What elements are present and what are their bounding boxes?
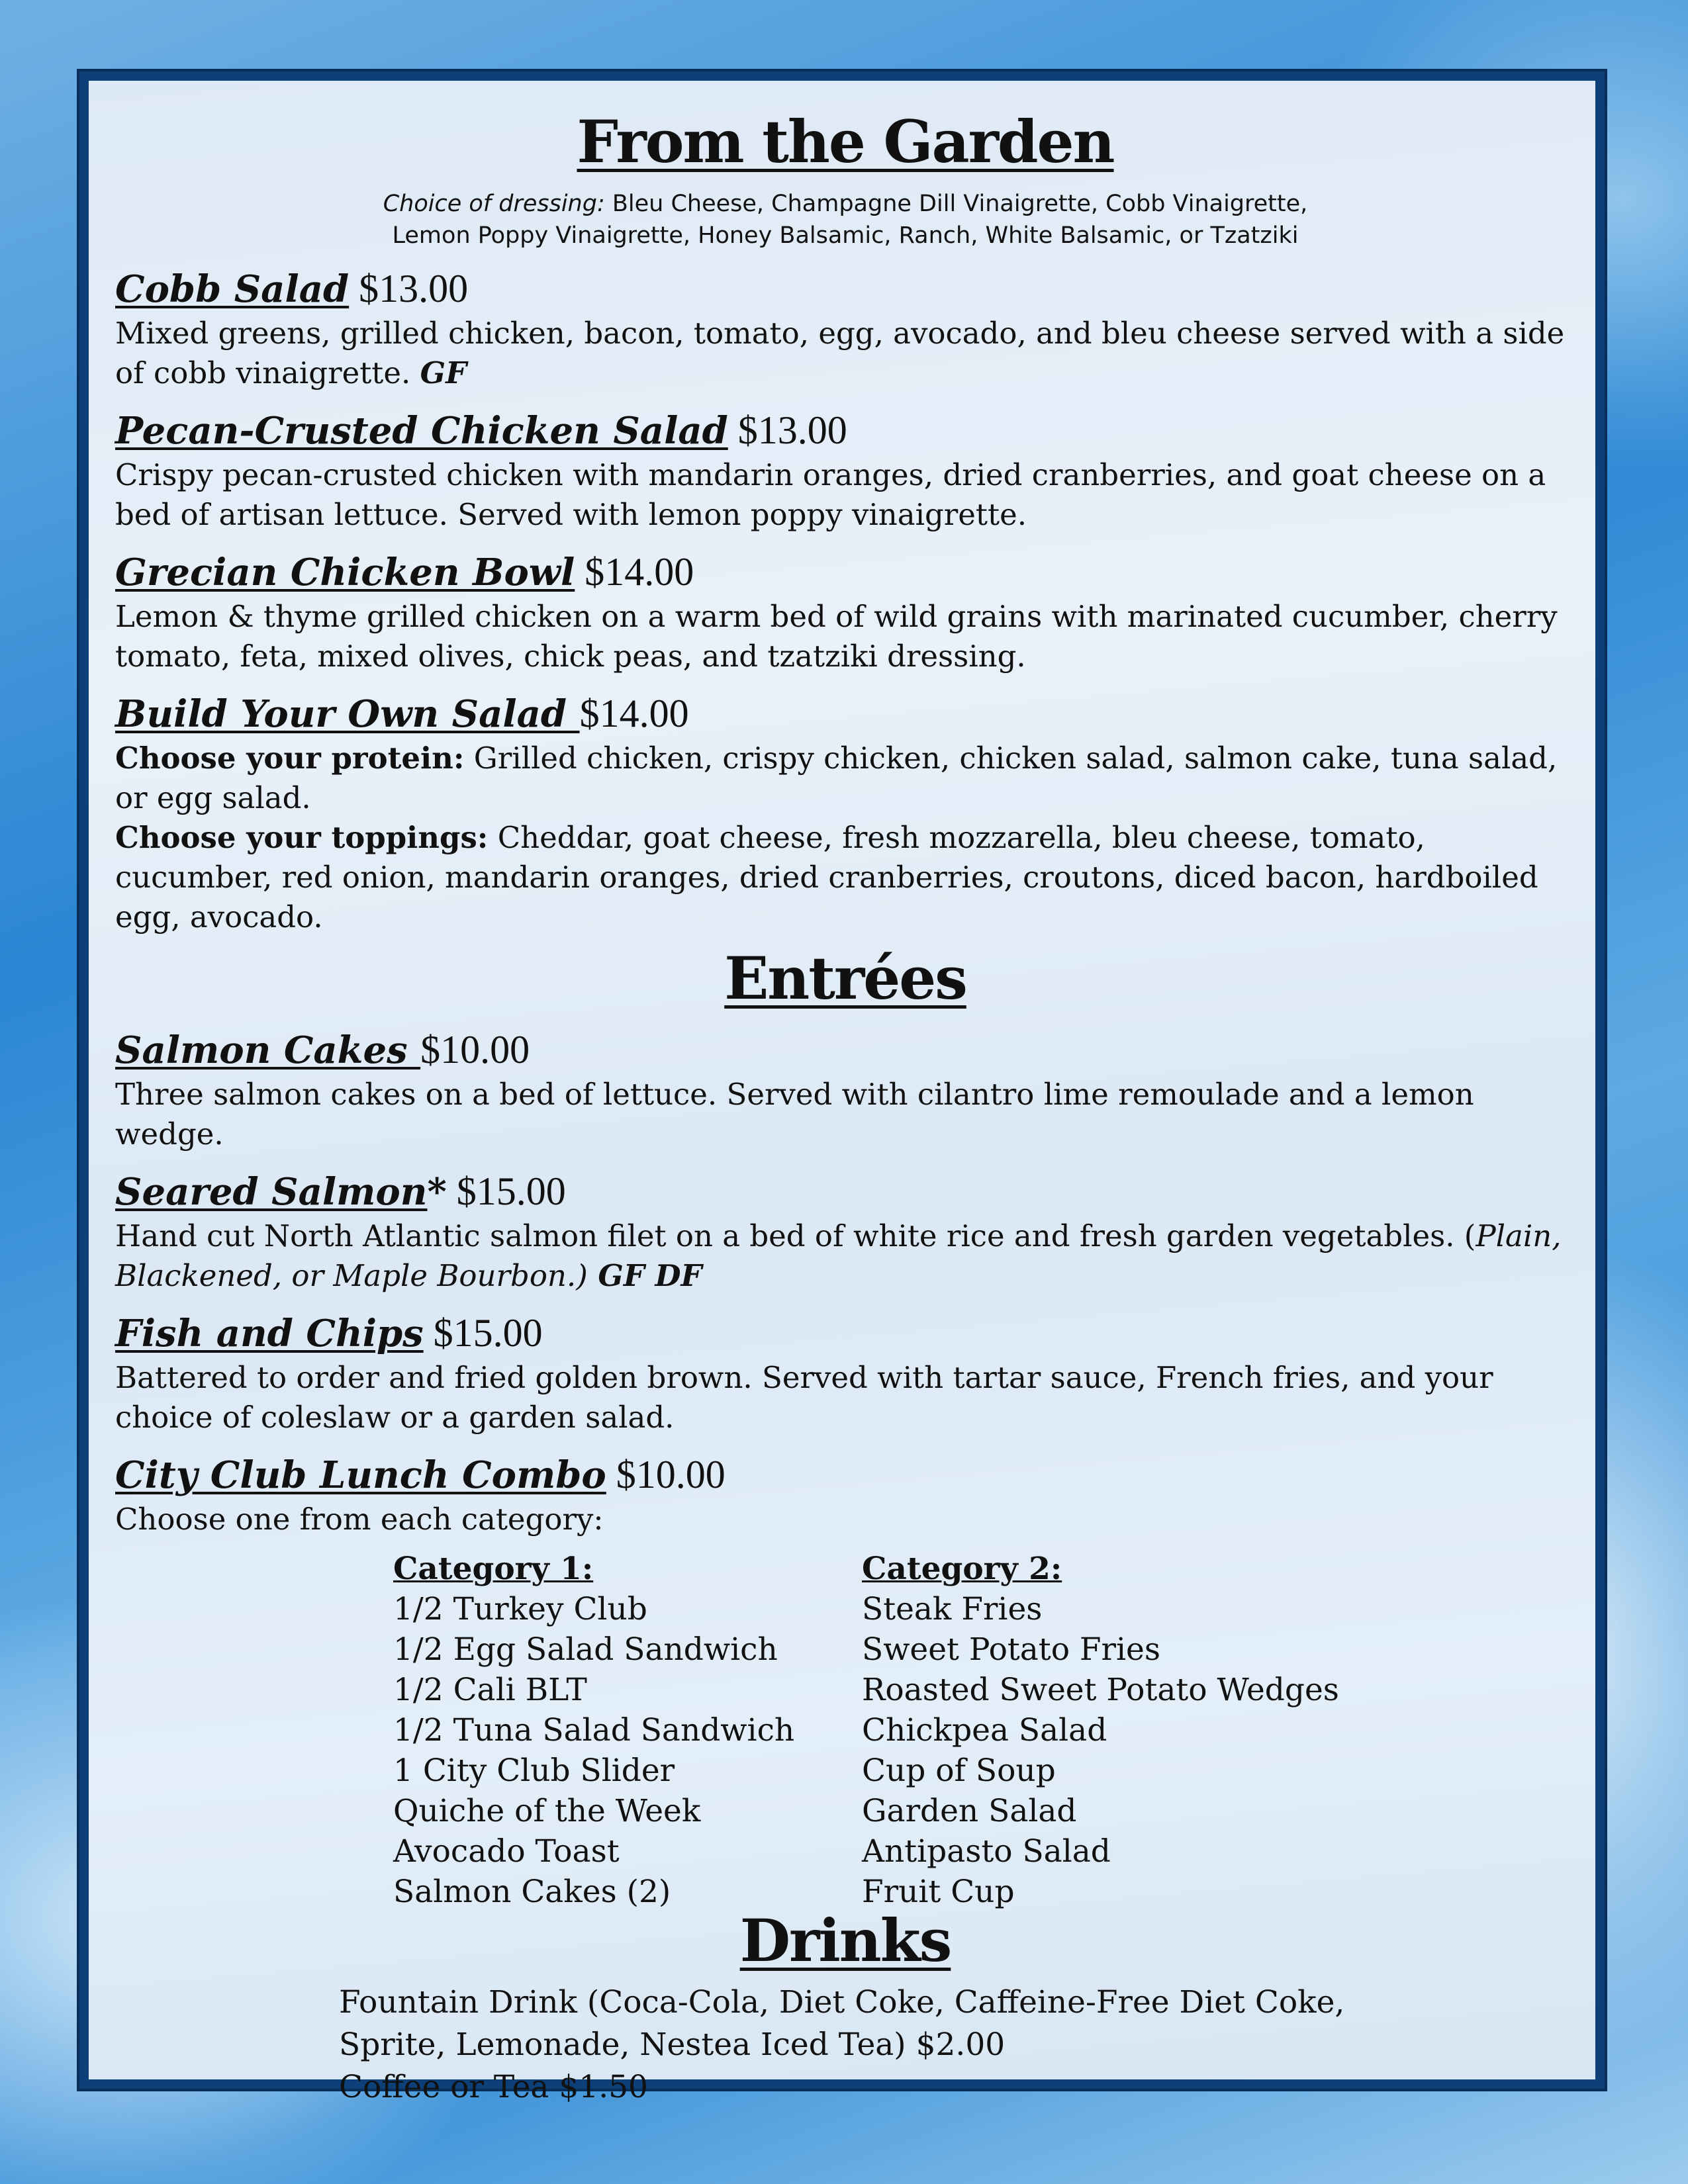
menu-content (115, 107, 1575, 2109)
menu-item-build-your-own-salad (115, 690, 1575, 937)
item-name: Fish and Chips (115, 1312, 424, 1355)
protein-options: Grilled chicken, crispy chicken, chicken salad, salmon cake, tuna salad, or egg salad. (115, 741, 1558, 815)
diet-tag: GF (420, 355, 467, 390)
list-item: Sweet Potato Fries (862, 1631, 1160, 1668)
item-description: Crispy pecan-crusted chicken with mandarin oranges, dried cranberries, and goat cheese on a bed of artisan lettuce. Served with lemon poppy vinaigrette. (115, 457, 1546, 532)
item-star: * (427, 1170, 447, 1214)
drinks-list (339, 1981, 1575, 2109)
list-item: Fruit Cup (862, 1874, 1015, 1910)
drink-line: Coffee or Tea $1.50 (339, 2069, 648, 2105)
item-description: Battered to order and fried golden brown. Served with tartar sauce, French fries, and your choice of coleslaw or a garden salad. (115, 1360, 1493, 1435)
combo-categories (115, 1549, 1575, 1910)
category-title: Category 1: (393, 1551, 594, 1587)
item-price: $13.00 (349, 267, 469, 310)
item-price: $14.00 (575, 550, 694, 594)
menu-item-fish-and-chips (115, 1309, 1575, 1437)
menu-item-grecian-bowl (115, 548, 1575, 676)
list-item: Antipasto Salad (862, 1833, 1111, 1870)
menu-item-pecan-chicken-salad (115, 406, 1575, 535)
category-2 (862, 1549, 1339, 1912)
item-description: Hand cut North Atlantic salmon filet on a bed of white rice and fresh garden vegetables. ( (115, 1218, 1476, 1253)
item-name: Build Your Own Salad (115, 692, 580, 736)
toppings-options: Cheddar, goat cheese, fresh mozzarella, bleu cheese, tomato, cucumber, red onion, mandarin oranges, dried cranberries, croutons, diced bacon, hardboiled egg, avocado. (115, 820, 1538, 934)
list-item: 1/2 Egg Salad Sandwich (393, 1631, 778, 1668)
item-description: Lemon & thyme grilled chicken on a warm bed of wild grains with marinated cucumber, cherry tomato, feta, mixed olives, chick peas, and tzatziki dressing. (115, 599, 1558, 674)
item-price: $13.00 (727, 408, 847, 452)
entrees-section-title: Entrées (724, 944, 966, 1013)
item-description: Choose one from each category: (115, 1502, 604, 1537)
item-price: $10.00 (420, 1028, 530, 1071)
item-name: Grecian Chicken Bowl (115, 551, 575, 594)
item-prep-options: Plain, Blackened, or Maple Bourbon.) (115, 1218, 1562, 1293)
dressing-label: Choice of dressing: (383, 191, 605, 217)
dressing-options (115, 188, 1575, 251)
item-price: $14.00 (579, 692, 689, 735)
menu-item-lunch-combo (115, 1451, 1575, 1539)
drink-line: Fountain Drink (Coca-Cola, Diet Coke, Caffeine-Free Diet Coke, (339, 1984, 1345, 2021)
list-item: Quiche of the Week (393, 1793, 701, 1829)
diet-tags: GF DF (587, 1258, 702, 1293)
item-name: City Club Lunch Combo (115, 1453, 606, 1497)
category-title: Category 2: (862, 1551, 1062, 1587)
item-description: Mixed greens, grilled chicken, bacon, tomato, egg, avocado, and bleu cheese served with a side of cobb vinaigrette. (115, 316, 1565, 390)
list-item: Chickpea Salad (862, 1712, 1107, 1749)
item-name: Seared Salmon (115, 1170, 428, 1214)
drink-line: Sprite, Lemonade, Nestea Iced Tea) $2.00 (339, 2026, 1006, 2063)
garden-section-title: From the Garden (577, 107, 1114, 176)
menu-item-seared-salmon (115, 1167, 1575, 1296)
list-item: 1/2 Tuna Salad Sandwich (393, 1712, 795, 1749)
item-name: Salmon Cakes (115, 1028, 421, 1072)
menu-panel (79, 71, 1605, 2105)
list-item: Steak Fries (862, 1591, 1043, 1627)
list-item: 1/2 Turkey Club (393, 1591, 647, 1627)
list-item: Avocado Toast (393, 1833, 620, 1870)
list-item: Garden Salad (862, 1793, 1077, 1829)
menu-item-salmon-cakes (115, 1026, 1575, 1154)
item-name: Pecan-Crusted Chicken Salad (115, 409, 728, 453)
item-price: $15.00 (423, 1311, 543, 1355)
list-item: Roasted Sweet Potato Wedges (862, 1672, 1339, 1708)
item-name: Cobb Salad (115, 267, 350, 311)
drinks-section-title: Drinks (739, 1906, 951, 1975)
list-item: 1/2 Cali BLT (393, 1672, 587, 1708)
item-description: Three salmon cakes on a bed of lettuce. Served with cilantro lime remoulade and a lemon wedge. (115, 1077, 1474, 1152)
list-item: Salmon Cakes (2) (393, 1874, 671, 1910)
category-1 (393, 1549, 794, 1912)
dressing-line2: Lemon Poppy Vinaigrette, Honey Balsamic, Ranch, White Balsamic, or Tzatziki (392, 222, 1299, 249)
menu-item-cobb-salad (115, 265, 1575, 393)
item-price: $15.00 (446, 1169, 566, 1213)
toppings-label: Choose your toppings: (115, 820, 489, 855)
list-item: Cup of Soup (862, 1752, 1056, 1789)
item-price: $10.00 (606, 1453, 726, 1496)
protein-label: Choose your protein: (115, 741, 465, 776)
list-item: 1 City Club Slider (393, 1752, 675, 1789)
dressing-line1: Bleu Cheese, Champagne Dill Vinaigrette, Cobb Vinaigrette, (604, 191, 1308, 217)
